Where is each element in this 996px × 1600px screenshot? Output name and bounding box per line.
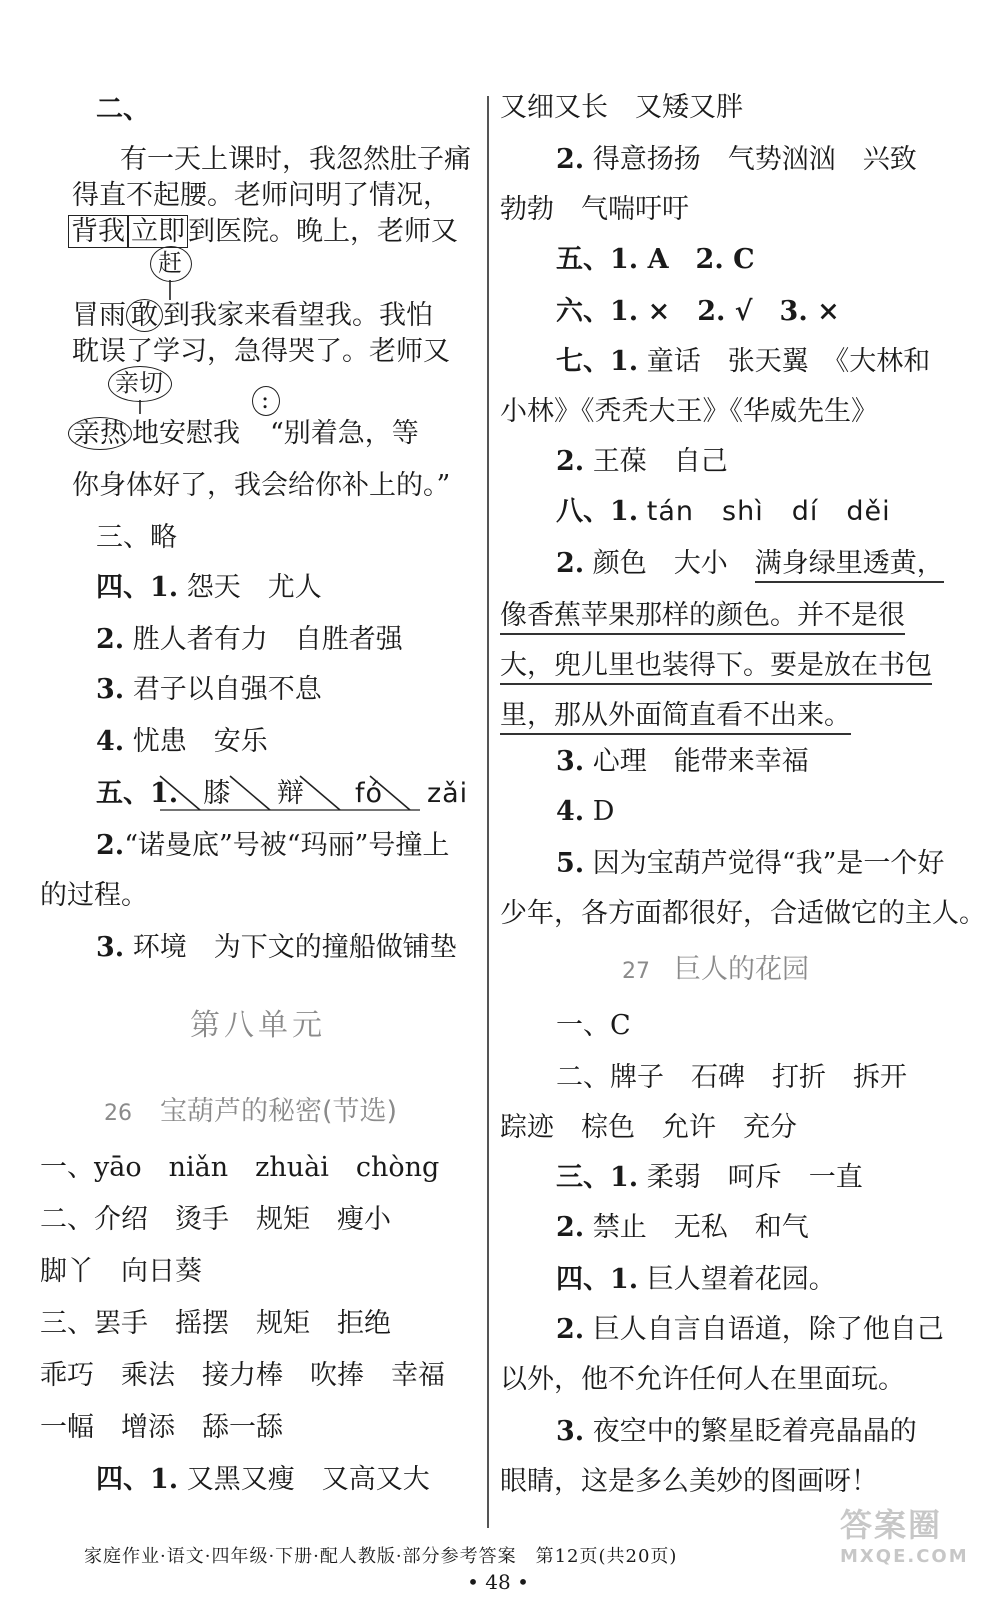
paragraph-line: 亲热 地安慰我 “别着急，等 — [68, 416, 419, 452]
lesson-heading: 27 巨人的花园 — [622, 954, 809, 985]
underlined-line: 大，兜儿里也装得下。要是放在书包 — [500, 648, 932, 684]
answer-line: 2. 胜人者有力 自胜者强 — [96, 624, 403, 655]
boxed-word: 背我 — [68, 215, 128, 248]
watermark-logo: 答案圈 MXQE.COM — [840, 1506, 969, 1567]
paragraph-line: 有一天上课时，我忽然肚子痛 — [120, 144, 471, 175]
answer-line: 四、1. 怨天 尤人 — [96, 572, 322, 603]
struck-item: zǎi — [426, 778, 469, 809]
answer-line: 一幅 增添 舔一舔 — [40, 1412, 283, 1443]
answer-line: 3. 环境 为下文的撞船做铺垫 — [96, 932, 457, 963]
answer-line: 四、1. 又黑又瘦 又高又大 — [96, 1464, 430, 1495]
answer-line: 一、yāo niǎn zhuài chòng — [40, 1152, 440, 1183]
answer-line: 4. D — [556, 796, 615, 827]
paragraph-line: 背我 立即 到医院。晚上，老师又 — [68, 214, 458, 250]
answer-line: 五、1. A 2. C — [556, 244, 755, 275]
circled-word: 敢 — [126, 299, 163, 332]
correction-insert: 亲切 — [115, 369, 163, 397]
answer-line: 3. 君子以自强不息 — [96, 674, 322, 705]
strike-marks — [160, 770, 430, 818]
footer-text: 家庭作业·语文·四年级·下册·配人教版·部分参考答案 第12页(共20页) — [84, 1546, 678, 1567]
answer-line: 二、介绍 烫手 规矩 瘦小 — [40, 1204, 391, 1235]
answer-line: 4. 忧患 安乐 — [96, 726, 268, 757]
column-divider — [487, 96, 489, 1528]
answer-line: 又细又长 又矮又胖 — [500, 92, 743, 123]
paragraph-line: 冒雨 敢 到我家来看望我。我怕 — [72, 300, 433, 331]
correction-insert: 赶 — [158, 249, 182, 277]
answer-line: 三、罢手 摇摆 规矩 拒绝 — [40, 1308, 391, 1339]
answer-line: 乖巧 乘法 接力棒 吹捧 幸福 — [40, 1360, 445, 1391]
answer-line: 一、C — [556, 1010, 631, 1041]
answer-line: 3. 心理 能带来幸福 — [556, 746, 809, 777]
answer-line: 2. 巨人自言自语道，除了他自己 — [556, 1314, 944, 1345]
answer-line: 踪迹 棕色 允许 充分 — [500, 1112, 797, 1143]
section-2-title: 二、 — [96, 94, 150, 125]
answer-line: 七、1. 童话 张天翼 《大林和 — [556, 346, 931, 377]
answer-line: 四、1. 巨人望着花园。 — [556, 1264, 836, 1295]
answer-line: 八、1. tán shì dí děi — [556, 496, 891, 527]
underlined-line: 里，那从外面简直看不出来。 — [500, 698, 851, 734]
underlined-line: 像香蕉苹果那样的颜色。并不是很 — [500, 598, 905, 634]
answer-line: 的过程。 — [40, 880, 148, 911]
answer-line: 脚丫 向日葵 — [40, 1256, 202, 1287]
section-3: 三、略 — [96, 522, 177, 553]
lesson-heading: 26 宝葫芦的秘密(节选) — [104, 1096, 398, 1127]
boxed-word: 立即 — [128, 215, 188, 248]
paragraph-line: 你身体好了，我会给你补上的。” — [72, 470, 451, 501]
answer-line: 二、牌子 石碑 打折 拆开 — [556, 1062, 907, 1093]
answer-line: 小林》《秃秃大王》《华威先生》 — [500, 396, 878, 427]
answer-line: 2.“诺曼底”号被“玛丽”号撞上 — [96, 830, 450, 861]
struck-item: 膝 — [203, 778, 231, 809]
answer-line: 2. 王葆 自己 — [556, 446, 728, 477]
answer-line: 少年，各方面都很好，合适做它的主人。 — [500, 898, 986, 929]
answer-line: 六、1. × 2. √ 3. × — [556, 296, 840, 327]
paragraph-line: 得直不起腰。老师问明了情况， — [72, 180, 450, 211]
struck-item: fó — [354, 778, 383, 809]
unit-heading: 第八单元 — [190, 1008, 326, 1043]
answer-line: 3. 夜空中的繁星眨着亮晶晶的 — [556, 1416, 917, 1447]
answer-line: 5. 因为宝葫芦觉得“我”是一个好 — [556, 848, 945, 879]
answer-line: 2. 得意扬扬 气势汹汹 兴致 — [556, 144, 917, 175]
answer-line: 五、1. 膝 辩 fó zǎi — [96, 776, 483, 812]
struck-item: 辩 — [276, 778, 304, 809]
answer-line: 2. 颜色 大小 满身绿里透黄， — [556, 546, 944, 582]
underlined-text: 满身绿里透黄， — [755, 548, 944, 583]
answer-line: 勃勃 气喘吁吁 — [500, 194, 689, 225]
correction-insert: : — [260, 386, 270, 414]
answer-line: 以外，他不允许任何人在里面玩。 — [500, 1364, 905, 1395]
insert-arrow — [130, 400, 150, 416]
answer-line: 三、1. 柔弱 呵斥 一直 — [556, 1162, 863, 1193]
answer-line: 眼睛，这是多么美妙的图画呀！ — [500, 1466, 878, 1497]
paragraph-line: 耽误了学习，急得哭了。老师又 — [72, 336, 450, 367]
circled-word: 亲热 — [68, 417, 132, 450]
page-number: • 48 • — [467, 1570, 529, 1594]
answer-line: 2. 禁止 无私 和气 — [556, 1212, 809, 1243]
